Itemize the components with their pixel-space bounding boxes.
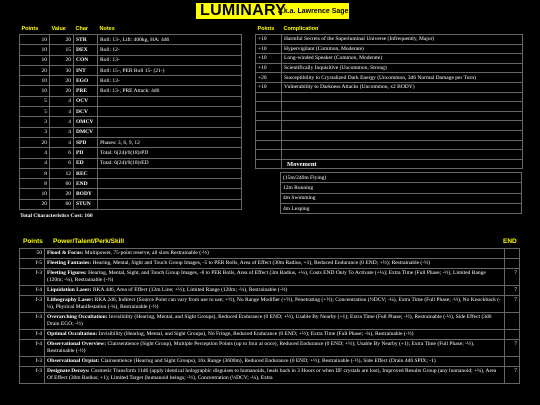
- power-row: [20, 340, 520, 357]
- power-cost: f-3: [20, 357, 45, 367]
- char-notes: [98, 96, 242, 106]
- power-row: [20, 330, 520, 340]
- complication-text: [282, 140, 523, 150]
- complication-points: +10: [256, 35, 282, 45]
- power-row: [20, 259, 520, 269]
- col-power-name: Power/Talent/Perk/Skill: [53, 238, 125, 245]
- char-notes: [98, 199, 242, 209]
- char-name: REC: [74, 168, 98, 178]
- complication-text: Hypervigilant (Common, Moderate): [282, 44, 523, 54]
- char-value: 12: [50, 168, 74, 178]
- char-name: SPD: [74, 137, 98, 147]
- characteristic-row: [20, 179, 242, 189]
- complication-text: [282, 159, 523, 169]
- char-name: OMCV: [74, 117, 98, 127]
- complication-text: [282, 111, 523, 121]
- col-power-points: Points: [23, 238, 43, 245]
- complication-text: [282, 121, 523, 131]
- char-points: 3: [20, 127, 50, 137]
- power-end: [505, 313, 520, 330]
- char-value: 20: [50, 55, 74, 65]
- power-text: Clairsentience (Sight Group), Multiple Perception Points (up to four at once), Reduced Endurance (0 END; +½); Usable By Nearby (+1); Extra Time (Full Phase; -½), Restrainable (-½): [47, 341, 475, 354]
- char-name: STUN: [74, 199, 98, 209]
- col-value: Value: [51, 26, 66, 32]
- power-row: [20, 269, 520, 286]
- char-name: BODY: [74, 189, 98, 199]
- complication-row: [256, 121, 523, 131]
- char-points: 8: [20, 179, 50, 189]
- complication-points: +10: [256, 54, 282, 64]
- power-end: 7: [505, 269, 520, 286]
- char-points: 4: [20, 148, 50, 158]
- complication-points: [256, 150, 282, 160]
- power-end: [505, 249, 520, 259]
- power-cost: f-3: [20, 313, 45, 330]
- char-points: 10: [20, 45, 50, 55]
- complication-row: [256, 102, 523, 112]
- characteristic-row: [20, 76, 242, 86]
- power-row: [20, 313, 520, 330]
- char-notes: Roll: 13-: [98, 55, 242, 65]
- char-name: END: [74, 179, 98, 189]
- power-text: Hearing, Mental, Sight, and Touch Group Images, -8 to PER Rolls, Area of Effect (3m Radius, +¼), Costs END Only To Activate (+¼); Extra Time (Full Phase; -½), Limited Range (120m; -¼), Restrainable (-½): [47, 270, 486, 283]
- char-notes: Phases: 3, 6, 9, 12: [98, 137, 242, 147]
- complications-table: [255, 24, 523, 169]
- characteristic-row: [20, 168, 242, 178]
- char-notes: [98, 179, 242, 189]
- movement-row: [281, 203, 522, 213]
- power-row: [20, 367, 520, 384]
- char-name: PD: [74, 148, 98, 158]
- characteristic-row: [20, 107, 242, 117]
- complication-row: [256, 140, 523, 150]
- complication-points: [256, 111, 282, 121]
- power-text: Hearing, Mental, Sight and Touch Group Images, -5 to PER Rolls, Area of Effect (30m Radius, +1), Reduced Endurance (0 END; +½); Restrainable (-½): [91, 260, 431, 266]
- char-name: STR: [74, 35, 98, 45]
- complication-points: +20: [256, 73, 282, 83]
- power-description: [45, 296, 505, 313]
- char-name: INT: [74, 65, 98, 75]
- complication-text: [282, 130, 523, 140]
- char-notes: [98, 127, 242, 137]
- complication-points: [256, 130, 282, 140]
- complication-points: +10: [256, 63, 282, 73]
- char-value: 15: [50, 45, 74, 55]
- characteristic-row: [20, 55, 242, 65]
- movement-value: 12m Running: [281, 183, 522, 193]
- complication-row: [256, 44, 523, 54]
- characteristics-table: [19, 24, 242, 210]
- power-text: Clairsentience (Hearing and Sight Groups), 16x Range (3600m), Reduced Endurance (0 END; +½); Restrainable (-½), Side Effect (Drain 4d6 SPIX; -1): [99, 358, 436, 364]
- characteristic-row: [20, 117, 242, 127]
- complication-row: [256, 35, 523, 45]
- power-description: [45, 367, 505, 384]
- char-value: 4: [50, 96, 74, 106]
- char-value: 20: [50, 189, 74, 199]
- char-points: 10: [20, 189, 50, 199]
- power-name: Observational Overview:: [47, 341, 107, 347]
- char-name: OCV: [74, 96, 98, 106]
- power-cost: f-3: [20, 269, 45, 286]
- movement-table: [280, 172, 522, 214]
- complication-row: [256, 150, 523, 160]
- char-notes: Roll: 13-, Lift: 400kg, HA: 4d6: [98, 35, 242, 45]
- char-value: 6: [50, 158, 74, 168]
- power-cost: 50: [20, 249, 45, 259]
- movement-title: Movement: [287, 161, 317, 168]
- complication-row: [256, 73, 523, 83]
- power-text: Invisibility (Hearing, Mental, and Sight Groups), Reduced Endurance (0 END; +½), Usable By Nearby (+1); Extra Time (Full Phase; -½), Restrainable (-½), Side Effect (3d6 Drain EGO; -½): [47, 314, 492, 327]
- power-end: 7: [505, 367, 520, 384]
- complication-points: +10: [256, 82, 282, 92]
- char-points: 20: [20, 65, 50, 75]
- power-name: Liquidation Laser:: [47, 287, 92, 293]
- power-row: [20, 249, 520, 259]
- char-points: 10: [20, 76, 50, 86]
- characteristic-row: [20, 35, 242, 45]
- power-description: [45, 313, 505, 330]
- char-value: 20: [50, 76, 74, 86]
- char-name: CON: [74, 55, 98, 65]
- char-points: 5: [20, 96, 50, 106]
- movement-row: [281, 183, 522, 193]
- power-description: [45, 269, 505, 286]
- char-notes: [98, 168, 242, 178]
- char-name: DMCV: [74, 127, 98, 137]
- powers-header: [19, 236, 519, 247]
- complication-text: Harmful Secrets of the Superluminal Universe (Infrequently, Major): [282, 35, 523, 45]
- col-points: Points: [21, 26, 39, 32]
- characteristic-row: [20, 137, 242, 147]
- power-text: Cosmetic Transform 11d6 (apply identical holographic disguises to humanoids, heals back in 3 Hours or when IIF crystals are lost), Improved Results Group (any humanoid; +¼), Area Of Effect (30m Radius; +1); Limited Target (humanoid beings; -½), Concentration (½DCV; -¼), Extra: [47, 368, 497, 381]
- char-value: 4: [50, 107, 74, 117]
- char-value: 20: [50, 86, 74, 96]
- power-description: [45, 357, 505, 367]
- power-text: RKA 2d6, Indirect (Source Point can vary from use to use; +½), No Range Modifier (+½), Penetrating (+½); Concentration (½DCV; -¼), Extra Time (Full Phase; -½), No Knockback (-¼), Physical Manifestation (-¼), Restrainable (-½): [47, 297, 501, 310]
- movement-row: [281, 193, 522, 203]
- char-notes: [98, 107, 242, 117]
- complication-text: Scientifically Inquisitive (Uncommon, Strong): [282, 63, 523, 73]
- char-notes: Roll: 15-, PER Roll 15- (21-): [98, 65, 242, 75]
- characteristics-total: Total Characteristics Cost: 160: [20, 213, 93, 219]
- power-cost: f-3: [20, 367, 45, 384]
- power-row: [20, 286, 520, 296]
- power-name: Flood & Focus:: [47, 250, 84, 256]
- characteristic-row: [20, 65, 242, 75]
- complication-text: Long-winded Speaker (Common, Moderate): [282, 54, 523, 64]
- char-value: 20: [50, 35, 74, 45]
- movement-value: 4m Swimming: [281, 193, 522, 203]
- complication-row: [256, 92, 523, 102]
- power-end: [505, 330, 520, 340]
- complication-row: [256, 82, 523, 92]
- complication-text: [282, 92, 523, 102]
- power-text: Multipower, 75-point reserve; all slots Restrainable (-½): [83, 250, 209, 256]
- char-name: PRE: [74, 86, 98, 96]
- char-points: 3: [20, 117, 50, 127]
- complication-row: [256, 54, 523, 64]
- characteristic-row: [20, 199, 242, 209]
- char-notes: Roll: 13-, PRE Attack: 4d6: [98, 86, 242, 96]
- power-description: [45, 259, 505, 269]
- power-text: RKA 4d6, Area of Effect (12m Line; +½); Limited Range (120m; -¼), Restrainable (-½): [91, 287, 288, 293]
- complication-points: [256, 121, 282, 131]
- char-notes: Total: 6(24)/0(18)rPD: [98, 148, 242, 158]
- power-cost: f-4: [20, 330, 45, 340]
- char-value: 4: [50, 137, 74, 147]
- characteristic-row: [20, 158, 242, 168]
- complication-points: +10: [256, 44, 282, 54]
- power-name: Lithography Laser:: [47, 297, 94, 303]
- char-points: 10: [20, 35, 50, 45]
- power-cost: f-4: [20, 340, 45, 357]
- complication-text: Susceptibility to Crystalized Dark Energy (Uncommon, 3d6 Normal Damage per Turn): [282, 73, 523, 83]
- char-points: 4: [20, 158, 50, 168]
- complication-row: [256, 111, 523, 121]
- complication-points: [256, 140, 282, 150]
- complication-points: [256, 92, 282, 102]
- power-row: [20, 357, 520, 367]
- complication-row: [256, 130, 523, 140]
- complication-text: [282, 102, 523, 112]
- char-notes: Roll: 12-: [98, 45, 242, 55]
- char-points: 5: [20, 107, 50, 117]
- char-notes: Total: 6(24)/0(18)rED: [98, 158, 242, 168]
- char-value: 60: [50, 199, 74, 209]
- col-comp-points: Points: [257, 26, 275, 32]
- power-name: Observational Orpiat:: [47, 358, 100, 364]
- char-points: 10: [20, 86, 50, 96]
- power-description: [45, 286, 505, 296]
- power-description: [45, 340, 505, 357]
- char-points: 8: [20, 168, 50, 178]
- complication-row: [256, 63, 523, 73]
- power-row: [20, 296, 520, 313]
- power-end: [505, 259, 520, 269]
- power-description: [45, 249, 505, 259]
- characteristic-row: [20, 127, 242, 137]
- power-end: 7: [505, 296, 520, 313]
- powers-table: [19, 248, 520, 384]
- power-name: Fleeting Figures:: [47, 270, 87, 276]
- col-complication: Complication: [283, 26, 319, 32]
- complication-points: [256, 102, 282, 112]
- complication-points: [256, 159, 282, 169]
- power-name: Fleeting Fantasies:: [47, 260, 92, 266]
- movement-value: (15m/240m Flying): [281, 173, 522, 183]
- char-value: 60: [50, 179, 74, 189]
- characteristic-row: [20, 148, 242, 158]
- char-value: 6: [50, 148, 74, 158]
- character-alias: a.k.a. Lawrence Sage: [278, 8, 349, 15]
- char-points: 20: [20, 137, 50, 147]
- char-points: 10: [20, 55, 50, 65]
- char-points: 20: [20, 199, 50, 209]
- char-notes: [98, 117, 242, 127]
- col-power-end: END: [503, 238, 517, 245]
- power-name: Optimal Occultation:: [47, 331, 98, 337]
- movement-value: 4m Leaping: [281, 203, 522, 213]
- char-name: ED: [74, 158, 98, 168]
- power-text: Invisibility (Hearing, Mental, and Sight Groups), No Fringe, Reduced Endurance (0 END; +½); Extra Time (Full Phase; -¼), Restrainable (-½): [97, 331, 414, 337]
- char-name: EGO: [74, 76, 98, 86]
- power-name: Overarching Occultation:: [47, 314, 108, 320]
- power-end: [505, 357, 520, 367]
- char-name: DEX: [74, 45, 98, 55]
- power-end: 7: [505, 340, 520, 357]
- complication-text: [282, 150, 523, 160]
- char-notes: [98, 189, 242, 199]
- character-name: LUMINARY: [200, 2, 287, 19]
- col-char: Char: [75, 26, 89, 32]
- col-notes: Notes: [99, 26, 115, 32]
- power-name: Designate Decoys:: [47, 368, 90, 374]
- characteristic-row: [20, 45, 242, 55]
- power-cost: f-3: [20, 296, 45, 313]
- power-cost: f-5: [20, 259, 45, 269]
- char-value: 4: [50, 117, 74, 127]
- complication-text: Vulnerability to Darkness Attacks (Uncommon, x2 BODY): [282, 82, 523, 92]
- char-value: 30: [50, 65, 74, 75]
- movement-row: [281, 173, 522, 183]
- char-name: DCV: [74, 107, 98, 117]
- characteristic-row: [20, 96, 242, 106]
- char-value: 4: [50, 127, 74, 137]
- characteristic-row: [20, 189, 242, 199]
- power-cost: f-4: [20, 286, 45, 296]
- power-description: [45, 330, 505, 340]
- characteristic-row: [20, 86, 242, 96]
- char-notes: Roll: 13-: [98, 76, 242, 86]
- power-end: 7: [505, 286, 520, 296]
